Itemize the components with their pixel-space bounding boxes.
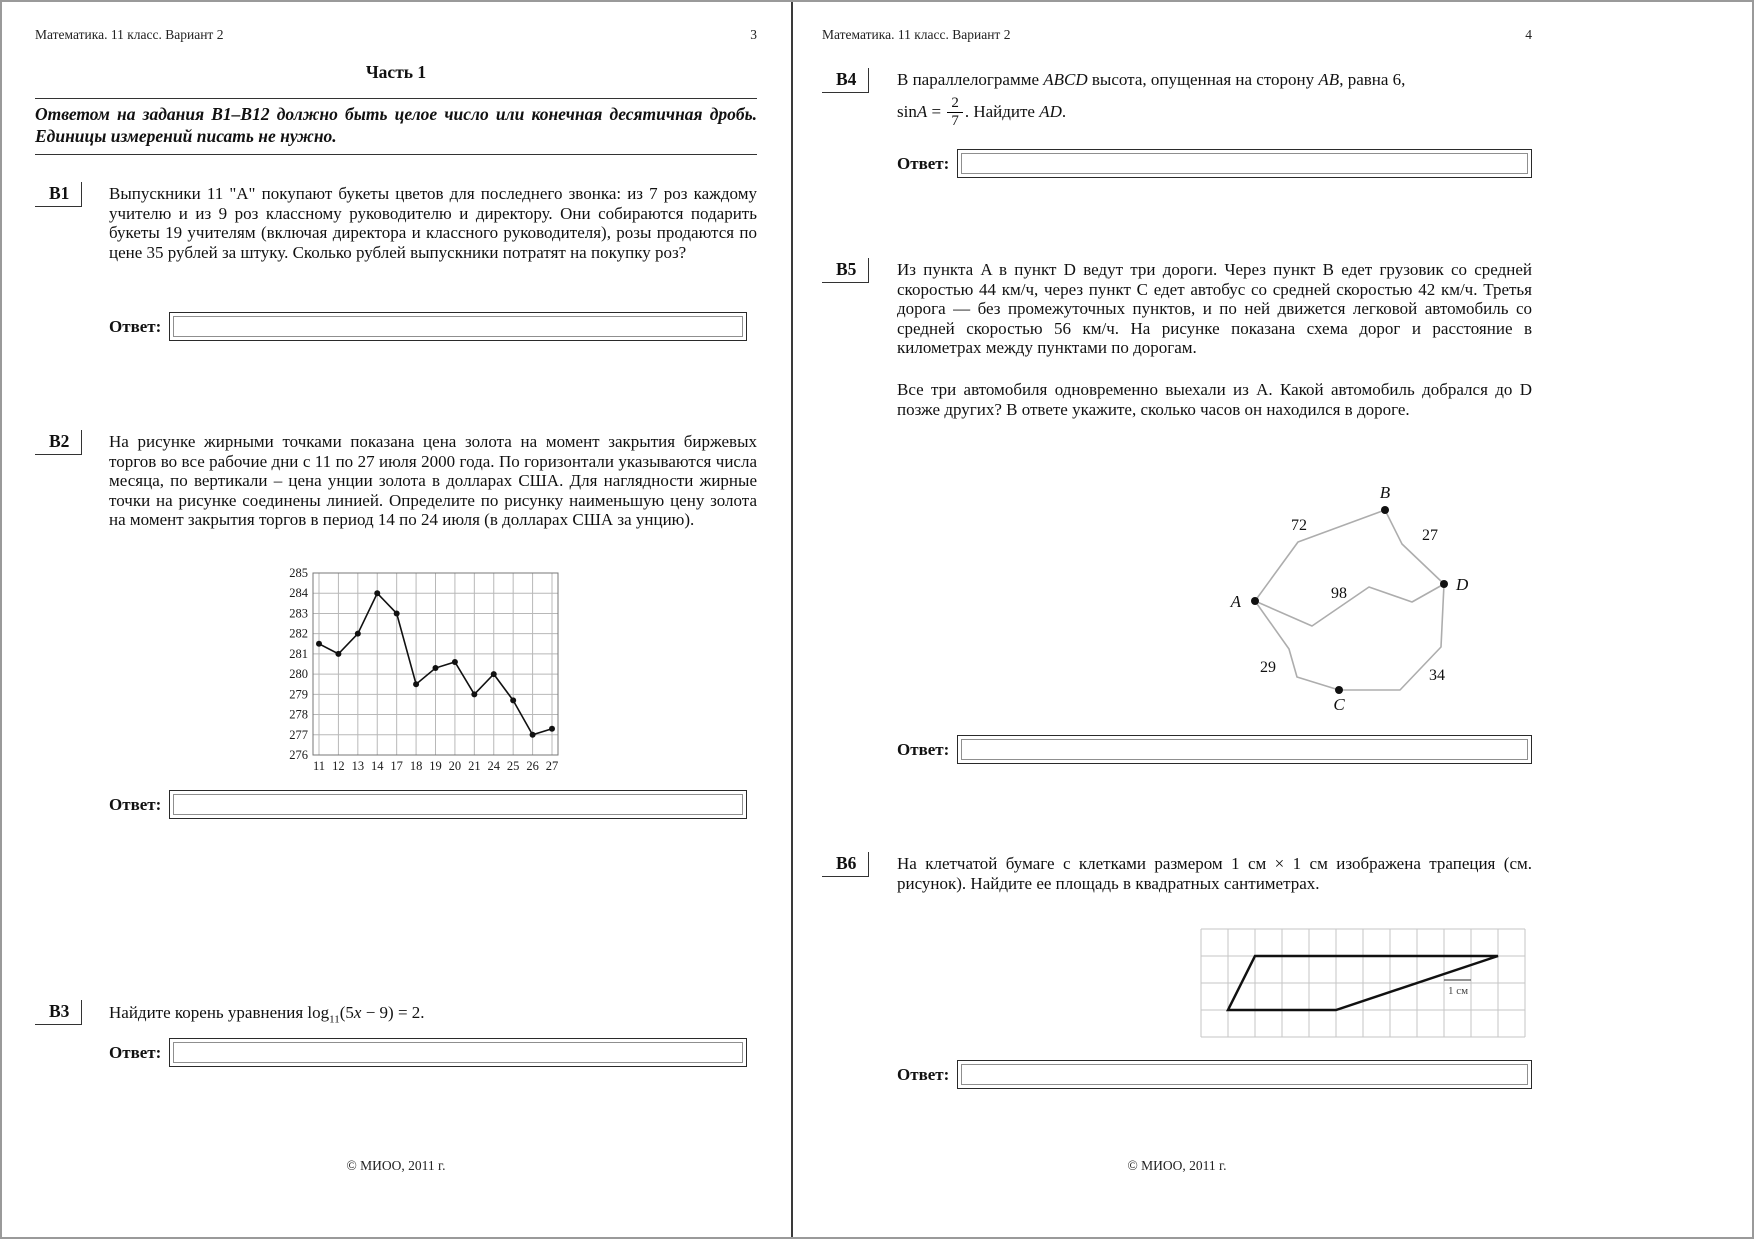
svg-text:14: 14 — [371, 759, 384, 773]
page-number: 3 — [750, 27, 757, 42]
answer-label: Ответ: — [109, 1042, 162, 1062]
grid-lines — [1201, 929, 1525, 1037]
distance-ad: 98 — [1331, 585, 1347, 602]
problem-label-b6: В6 — [822, 852, 869, 877]
problem-text-b6: На клетчатой бумаге с клетками размером 1 см × 1 см изображена трапеция (см. рисунок). Найдите ее площадь в квадратных сантиметрах. — [897, 854, 1532, 893]
answer-field-b3[interactable] — [169, 1038, 747, 1067]
node-d-dot — [1440, 580, 1448, 588]
b4-var-abcd: ABCD — [1043, 70, 1088, 89]
b3-log: log — [307, 1003, 330, 1022]
b4-t4: . Найдите — [964, 101, 1040, 121]
svg-text:13: 13 — [351, 759, 365, 773]
svg-text:20: 20 — [448, 759, 462, 773]
answer-field-b2[interactable] — [169, 790, 747, 819]
node-label-a: A — [1230, 592, 1241, 611]
svg-text:281: 281 — [289, 646, 308, 661]
answer-field-inner — [173, 1042, 743, 1063]
problem-text-b3 — [109, 1003, 757, 1030]
svg-text:19: 19 — [429, 759, 442, 773]
svg-text:26: 26 — [526, 759, 539, 773]
page-header-title: Математика. 11 класс. Вариант 2 — [822, 27, 1011, 42]
distance-ac: 29 — [1260, 659, 1276, 676]
problem-label-b4: В4 — [822, 68, 869, 93]
page-header-title: Математика. 11 класс. Вариант 2 — [35, 27, 224, 42]
node-a-dot — [1251, 597, 1259, 605]
problem-label-b3: В3 — [35, 1000, 82, 1025]
svg-text:17: 17 — [390, 759, 403, 773]
answer-row-b1 — [109, 312, 747, 341]
svg-text:25: 25 — [506, 759, 520, 773]
b3-rest: − 9) = 2. — [361, 1003, 425, 1022]
svg-text:11: 11 — [312, 759, 326, 773]
answer-field-b5[interactable] — [957, 735, 1532, 764]
answer-label: Ответ: — [897, 1064, 950, 1084]
answer-field-inner — [961, 1064, 1528, 1085]
distance-cd: 34 — [1429, 667, 1445, 684]
svg-text:27: 27 — [545, 759, 559, 773]
problem-text-b4 — [897, 70, 1532, 130]
distance-bd: 27 — [1422, 527, 1438, 544]
b3-log-base: 11 — [329, 1013, 340, 1026]
road-a-c — [1255, 601, 1339, 690]
b4-t5: . — [1061, 101, 1067, 121]
node-label-b: B — [1379, 483, 1391, 502]
page-footer: © МИОО, 2011 г. — [1127, 1158, 1227, 1173]
answer-label: Ответ: — [109, 794, 162, 814]
answer-field-inner — [173, 316, 743, 337]
svg-text:21: 21 — [468, 759, 481, 773]
svg-text:278: 278 — [289, 707, 308, 722]
trapezoid-figure — [1200, 928, 1526, 1043]
answer-field-inner — [173, 794, 743, 815]
svg-text:279: 279 — [289, 687, 308, 702]
b4-t2: высота, опущенная на сторону — [1087, 70, 1319, 89]
svg-text:12: 12 — [332, 759, 345, 773]
answer-row-b3 — [109, 1038, 747, 1067]
problem-label-b5: В5 — [822, 258, 869, 283]
b4-t1: В параллелограмме — [897, 70, 1044, 89]
problem-label-b2: В2 — [35, 430, 82, 455]
road-a-b — [1255, 510, 1385, 601]
svg-text:283: 283 — [289, 606, 308, 621]
node-c-dot — [1335, 686, 1343, 694]
answer-row-b4 — [897, 149, 1532, 178]
problem-label-b1: В1 — [35, 182, 82, 207]
svg-text:276: 276 — [289, 748, 308, 762]
node-b-dot — [1381, 506, 1389, 514]
scale-label: 1 см — [1447, 985, 1469, 997]
page-header — [35, 27, 757, 43]
road-b-d — [1385, 510, 1444, 584]
answer-label: Ответ: — [897, 153, 950, 173]
node-label-d: D — [1456, 575, 1469, 594]
gold-price-chart — [277, 565, 577, 779]
page-number: 4 — [1525, 27, 1532, 42]
answer-field-b1[interactable] — [169, 312, 747, 341]
problem-text-b5-p2: Все три автомобиля одновременно выехали из A. Какой автомобиль добрался до D позже других? В ответе укажите, сколько часов он находился в дороге. — [897, 380, 1532, 419]
answer-row-b2 — [109, 790, 747, 819]
page-divider — [791, 2, 793, 1239]
answer-field-inner — [961, 739, 1528, 760]
problem-text-b1: Выпускники 11 "А" покупают букеты цветов для последнего звонка: из 7 роз каждому учителю и из 9 роз классному руководителю и директору. Они собираются подарить букеты 19 учителям (включая директора и классного руководителя), розы продаются по цене 35 рублей за штуку. Сколько рублей выпускники потратят на покупку роз? — [109, 184, 757, 262]
b4-var-a: A — [916, 101, 928, 121]
b4-sin: sin — [897, 101, 917, 121]
answer-label: Ответ: — [109, 316, 162, 336]
page-footer: © МИОО, 2011 г. — [346, 1158, 446, 1173]
svg-text:280: 280 — [289, 667, 308, 682]
part-title: Часть 1 — [365, 62, 427, 82]
answer-field-inner — [961, 153, 1528, 174]
answer-field-b6[interactable] — [957, 1060, 1532, 1089]
b4-var-ab: AB — [1318, 70, 1340, 89]
svg-text:284: 284 — [289, 586, 308, 601]
b3-prefix: Найдите корень уравнения — [109, 1003, 308, 1022]
answer-field-b4[interactable] — [957, 149, 1532, 178]
fraction-denominator: 7 — [951, 113, 959, 130]
b4-t3: , равна 6, — [1339, 70, 1406, 89]
answer-row-b5 — [897, 735, 1532, 764]
road-a-d — [1255, 584, 1444, 626]
instruction-text: Ответом на задания В1–В12 должно быть целое число или конечная десятичная дробь. Единицы измерений писать не нужно. — [35, 98, 757, 155]
distance-ab: 72 — [1291, 517, 1307, 534]
answer-label: Ответ: — [897, 739, 950, 759]
svg-text:277: 277 — [289, 727, 308, 742]
b4-eq: = — [927, 101, 946, 121]
roads — [1255, 510, 1444, 690]
b4-var-ad: AD — [1039, 101, 1062, 121]
svg-text:282: 282 — [289, 626, 308, 641]
svg-text:285: 285 — [289, 566, 308, 580]
page-header — [822, 27, 1532, 43]
svg-text:24: 24 — [487, 759, 500, 773]
problem-text-b5-p1: Из пункта A в пункт D ведут три дороги. Через пункт B едет грузовик со средней скоростью 44 км/ч, через пункт C едет автобус со средней скоростью 42 км/ч. Третья дорога — без промежуточных пунктов, и по ней движется легковой автомобиль со средней скоростью 56 км/ч. На рисунке показана схема дорог и расстояние в километрах между пунктами по дорогам. — [897, 260, 1532, 357]
roads-diagram — [1092, 454, 1492, 721]
b3-variable: x — [353, 1003, 362, 1022]
svg-text:18: 18 — [409, 759, 423, 773]
answer-row-b6 — [897, 1060, 1532, 1089]
b3-open: (5 — [339, 1003, 354, 1022]
problem-text-b2: На рисунке жирными точками показана цена золота на момент закрытия биржевых торгов во все рабочие дни с 11 по 27 июля 2000 года. По горизонтали указываются числа месяца, по вертикали – цена унции золота в долларах США. Для наглядности жирные точки на рисунке соединены линией. Определите по рисунку наименьшую цену золота на момент закрытия торгов в период 14 по 24 июля (в долларах США за унцию). — [109, 432, 757, 529]
node-label-c: C — [1333, 695, 1345, 714]
fraction-numerator: 2 — [947, 96, 963, 114]
fraction — [947, 96, 963, 131]
